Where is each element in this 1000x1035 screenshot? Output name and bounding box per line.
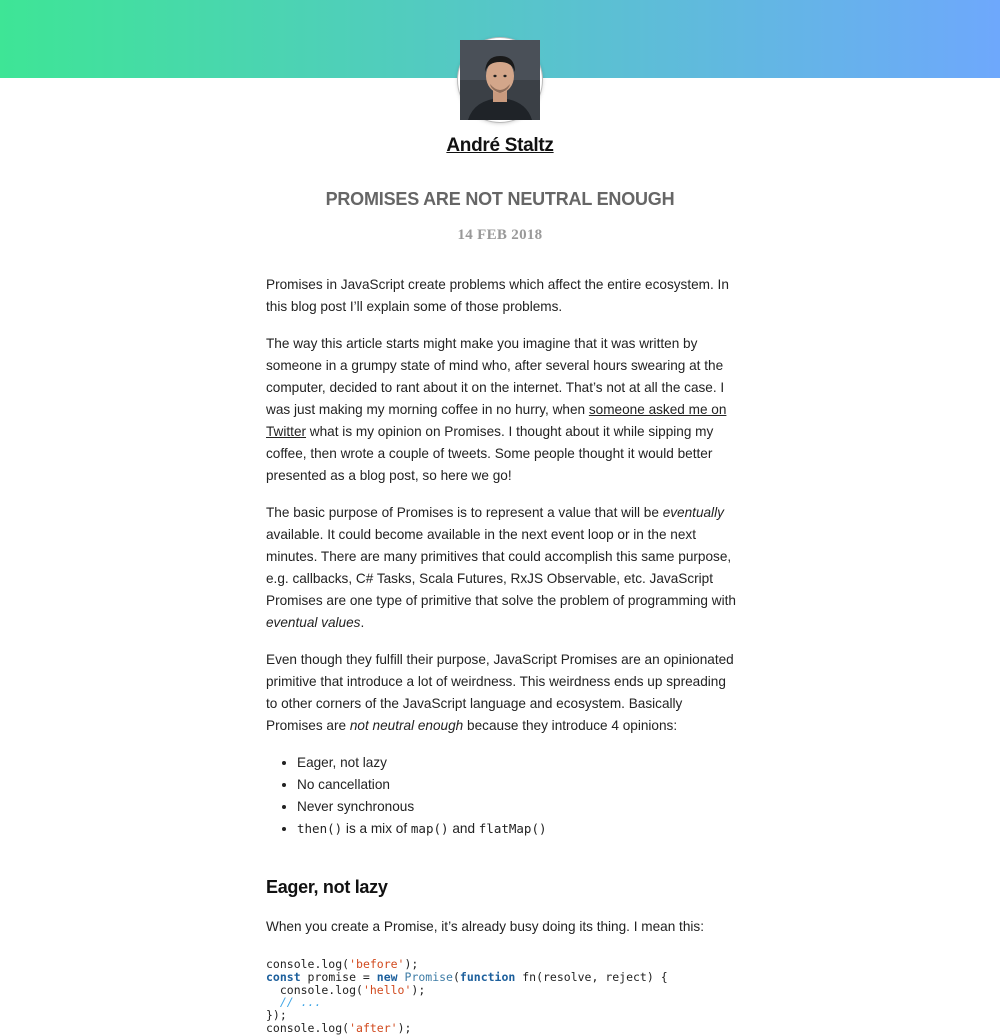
code-token: });: [266, 1008, 287, 1023]
author-portrait-icon: [460, 40, 540, 120]
code-string: 'hello': [362, 982, 412, 997]
section-heading: Eager, not lazy: [266, 877, 388, 897]
inline-code: flatMap(): [478, 821, 547, 836]
code-string: 'after': [349, 1020, 398, 1035]
list-item-text: and: [448, 821, 479, 836]
paragraph-text: When you create a Promise, it’s already busy doing its thing. I mean this:: [266, 919, 704, 934]
list-item: [297, 818, 736, 840]
code-keyword: function: [459, 969, 516, 984]
inline-code: map(): [410, 821, 449, 836]
code-token: (: [452, 969, 460, 984]
post-date: 14 FEB 2018: [457, 227, 543, 243]
list-item-text: is a mix of: [342, 821, 411, 836]
author-name-link[interactable]: André Staltz: [446, 135, 554, 156]
code-token: console.log(: [266, 982, 363, 997]
post-title: PROMISES ARE NOT NEUTRAL ENOUGH: [325, 189, 675, 209]
paragraph-text: The way this article starts might make you imagine that it was written by someone in a grumpy state of mind who, after several hours swearing at the computer, decided to rant about it on the internet. That’s not at all the case. I was just making my morning coffee in no hurry, when: [266, 336, 725, 417]
code-token: );: [404, 957, 419, 971]
code-token: fn(resolve, reject) {: [515, 969, 668, 984]
code-token: );: [397, 1020, 412, 1035]
code-block: [266, 958, 736, 1035]
code-token: console.log(: [266, 1020, 350, 1035]
list-item-text: No cancellation: [297, 777, 390, 792]
paragraph-text: Promises in JavaScript create problems which affect the entire ecosystem. In this blog post I’ll explain some of those problems.: [266, 277, 729, 314]
list-item-text: Never synchronous: [297, 799, 415, 814]
list-item: [297, 796, 736, 818]
list-item: [297, 752, 736, 774]
emphasis-text: eventual values: [266, 615, 361, 630]
twitter-question-link[interactable]: someone asked me on Twitter: [266, 402, 727, 439]
code-keyword: new: [376, 969, 398, 984]
author-avatar[interactable]: [458, 38, 542, 122]
article-paragraph: [266, 274, 736, 318]
article-paragraph: [266, 333, 736, 487]
inline-code: then(): [297, 821, 343, 836]
paragraph-text: what is my opinion on Promises. I thought about it while sipping my coffee, then wrote a couple of tweets. Some people thought it would better presented as a blog post, so here we go!: [266, 424, 714, 483]
article-paragraph: [266, 916, 736, 938]
article-body: [266, 274, 736, 1035]
emphasis-text: not neutral enough: [349, 718, 464, 733]
paragraph-text: .: [360, 615, 365, 630]
paragraph-text: available. It could become available in the next event loop or in the next minutes. There are many primitives that could accomplish this same purpose, e.g. callbacks, C# Tasks, Scala Futures, RxJS Observable, etc. JavaScript Promises are one type of primitive that solve the problem of programming with: [266, 527, 736, 608]
code-comment: // ...: [266, 995, 322, 1010]
list-item-text: Eager, not lazy: [297, 755, 387, 770]
code-token: console.log(: [266, 957, 350, 971]
opinions-list: [266, 752, 736, 840]
paragraph-text: Even though they fulfill their purpose, JavaScript Promises are an opinionated primitive that introduce a lot of weirdness. This weirdness ends up spreading to other corners of the JavaScript language and ecosystem. Basically Promises are: [266, 652, 734, 733]
code-keyword: const: [266, 969, 301, 984]
code-string: 'before': [349, 957, 405, 971]
paragraph-text: The basic purpose of Promises is to represent a value that will be: [266, 505, 663, 520]
code-token: );: [411, 982, 426, 997]
code-class: Promise: [404, 969, 453, 984]
article-paragraph: [266, 649, 736, 737]
code-token: promise =: [300, 969, 377, 984]
emphasis-text: eventually: [662, 505, 724, 520]
list-item: [297, 774, 736, 796]
paragraph-text: because they introduce 4 opinions:: [463, 718, 678, 733]
article-paragraph: [266, 502, 736, 634]
